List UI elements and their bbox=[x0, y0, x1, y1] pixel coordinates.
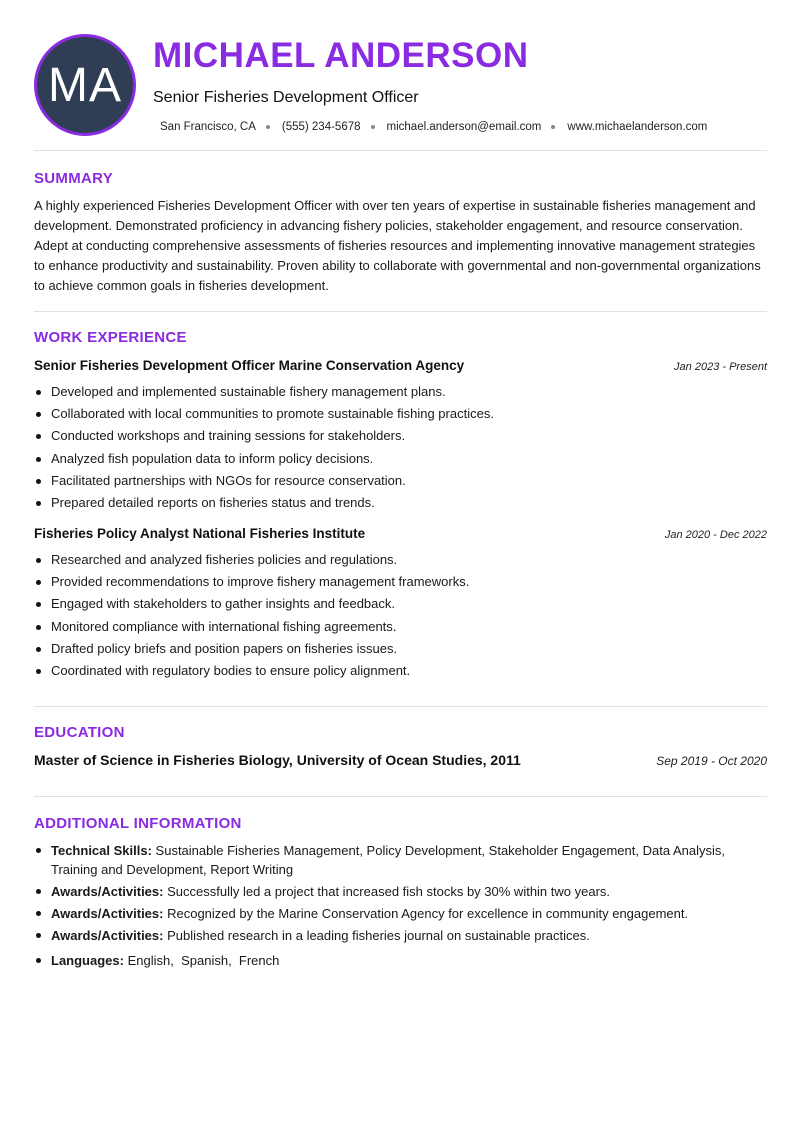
awards-label: Awards/Activities: bbox=[51, 884, 164, 899]
job-dates: Jan 2023 - Present bbox=[674, 361, 767, 373]
awards-text: Recognized by the Marine Conservation Agency for excellence in community engagement. bbox=[167, 906, 689, 921]
list-item bbox=[34, 882, 767, 901]
list-item: Coordinated with regulatory bodies to ensure policy alignment. bbox=[34, 660, 767, 682]
summary-heading: SUMMARY bbox=[34, 170, 114, 187]
summary-text: A highly experienced Fisheries Development Officer with over ten years of expertise in sustainable fisheries management and development. Demonstrated proficiency in advancing fishery policies, stakeholder engagement, and resource conservation. Adept at conducting comprehensive assessments of fisheries resources and implementing innovative management strategies to enhance productivity and sustainability. Proven ability to collaborate with governmental and non-governmental organizations to achieve common goals in fisheries development. bbox=[34, 198, 761, 293]
awards-text: Successfully led a project that increased fish stocks by 30% within two years. bbox=[167, 884, 611, 899]
skills-label: Technical Skills: bbox=[51, 843, 152, 858]
list-item: Engaged with stakeholders to gather insights and feedback. bbox=[34, 593, 767, 615]
list-item bbox=[34, 904, 767, 923]
list-item: Monitored compliance with international fishing agreements. bbox=[34, 616, 767, 638]
candidate-title: Senior Fisheries Development Officer bbox=[153, 89, 419, 106]
list-item: Collaborated with local communities to promote sustainable fishing practices. bbox=[34, 403, 767, 425]
list-item bbox=[34, 951, 767, 970]
list-item: Researched and analyzed fisheries policies and regulations. bbox=[34, 549, 767, 571]
separator-dot bbox=[551, 125, 555, 129]
additional-information-heading: ADDITIONAL INFORMATION bbox=[34, 815, 242, 832]
list-item: Prepared detailed reports on fisheries status and trends. bbox=[34, 492, 767, 514]
list-item: Conducted workshops and training sessions for stakeholders. bbox=[34, 425, 767, 447]
contact-location: San Francisco, CA bbox=[160, 121, 256, 133]
job-bullet-list bbox=[34, 381, 767, 514]
job-dates: Jan 2020 - Dec 2022 bbox=[664, 529, 767, 541]
job-role: Senior Fisheries Development Officer Marine Conservation Agency bbox=[34, 358, 465, 373]
separator-dot bbox=[266, 125, 270, 129]
avatar-initials: MA bbox=[48, 58, 122, 112]
additional-info-list bbox=[34, 841, 767, 973]
list-item: Drafted policy briefs and position papers on fisheries issues. bbox=[34, 638, 767, 660]
divider bbox=[34, 796, 767, 797]
divider bbox=[34, 706, 767, 707]
language-item: , Spanish bbox=[170, 953, 228, 968]
contact-line bbox=[160, 121, 707, 133]
job-role: Fisheries Policy Analyst National Fisheries Institute bbox=[34, 526, 366, 541]
work-experience-heading: WORK EXPERIENCE bbox=[34, 329, 187, 346]
contact-website: www.michaelanderson.com bbox=[567, 121, 708, 133]
list-item bbox=[34, 926, 767, 945]
education-entry bbox=[34, 752, 767, 768]
education-heading: EDUCATION bbox=[34, 724, 125, 741]
contact-email: michael.anderson@email.com bbox=[386, 121, 542, 133]
language-item: , French bbox=[228, 953, 279, 968]
contact-phone: (555) 234-5678 bbox=[281, 121, 361, 133]
avatar bbox=[34, 34, 136, 136]
list-item: Analyzed fish population data to inform policy decisions. bbox=[34, 448, 767, 470]
education-degree: Master of Science in Fisheries Biology, University of Ocean Studies, 2011 bbox=[34, 752, 521, 768]
job-header bbox=[34, 526, 767, 541]
list-item bbox=[34, 841, 767, 879]
divider bbox=[34, 311, 767, 312]
education-dates: Sep 2019 - Oct 2020 bbox=[656, 754, 767, 768]
candidate-name: MICHAEL ANDERSON bbox=[153, 36, 529, 75]
job-bullet-list bbox=[34, 549, 767, 682]
job-header bbox=[34, 358, 767, 373]
separator-dot bbox=[371, 125, 375, 129]
awards-label: Awards/Activities: bbox=[51, 928, 164, 943]
list-item: Provided recommendations to improve fishery management frameworks. bbox=[34, 571, 767, 593]
languages-label: Languages: bbox=[51, 953, 124, 968]
skills-text: Sustainable Fisheries Management, Policy Development, Stakeholder Engagement, Data Analysis, Training and Development, Report Writing bbox=[51, 843, 725, 877]
list-item: Facilitated partnerships with NGOs for resource conservation. bbox=[34, 470, 767, 492]
awards-text: Published research in a leading fisheries journal on sustainable practices. bbox=[167, 928, 590, 943]
language-item: English bbox=[127, 953, 171, 968]
awards-label: Awards/Activities: bbox=[51, 906, 164, 921]
divider bbox=[34, 150, 767, 151]
list-item: Developed and implemented sustainable fishery management plans. bbox=[34, 381, 767, 403]
